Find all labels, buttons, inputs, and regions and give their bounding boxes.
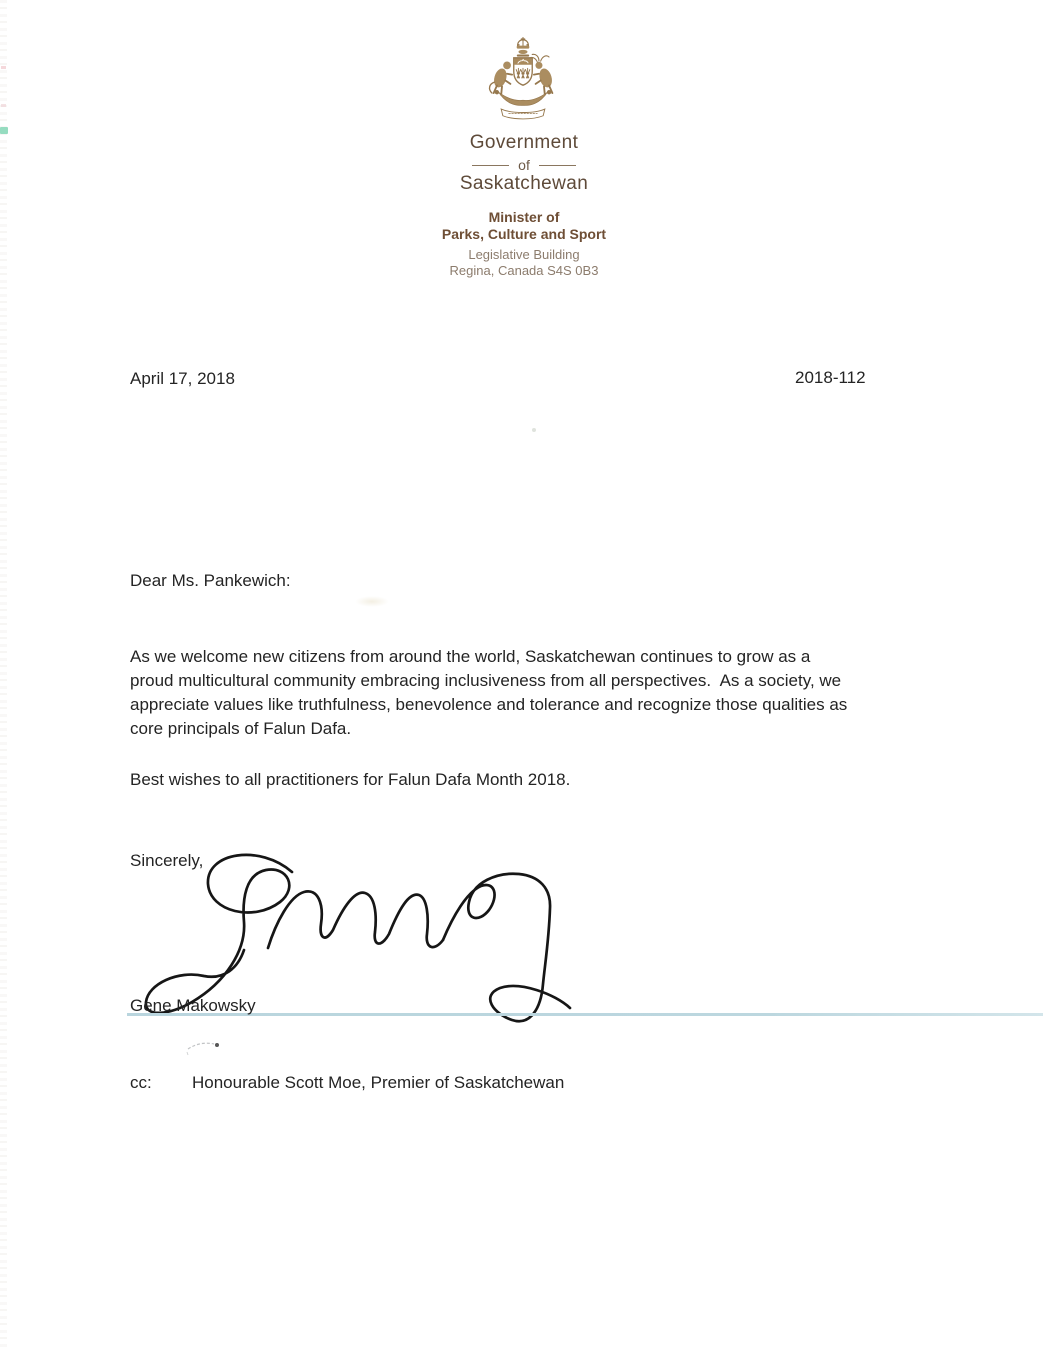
org-name-line2: Saskatchewan bbox=[459, 173, 589, 194]
scan-edge-artifact bbox=[0, 0, 7, 1350]
address-line2: Regina, Canada S4S 0B3 bbox=[449, 263, 599, 278]
cc-label: cc: bbox=[130, 1073, 152, 1092]
scan-edge-mark bbox=[0, 127, 8, 134]
address-line1: Legislative Building bbox=[468, 247, 580, 262]
scan-streak-line bbox=[127, 1013, 1043, 1016]
pencil-smudge bbox=[180, 1036, 232, 1056]
body-line: core principals of Falun Dafa. bbox=[130, 719, 352, 738]
scan-speck bbox=[1, 66, 6, 69]
org-name-line1: Government bbox=[469, 132, 579, 153]
salutation: Dear Ms. Pankewich: bbox=[130, 571, 291, 590]
paragraph-2: Best wishes to all practitioners for Falun Dafa Month 2018. bbox=[130, 770, 571, 789]
body-line: proud multicultural community embracing inclusiveness from all perspectives. As a society, we bbox=[130, 671, 842, 690]
office-title-line1: Minister of bbox=[488, 209, 560, 225]
reference-number: 2018-112 bbox=[795, 368, 866, 387]
signer-name: Gene Makowsky bbox=[130, 996, 256, 1015]
paper-speck bbox=[532, 428, 536, 432]
paragraph-1 bbox=[130, 645, 847, 741]
closing: Sincerely, bbox=[130, 851, 204, 870]
paper-smudge bbox=[355, 596, 389, 607]
office-title-line2: Parks, Culture and Sport bbox=[441, 226, 607, 242]
body-line: appreciate values like truthfulness, benevolence and tolerance and recognize those qualities as bbox=[130, 695, 848, 714]
org-name-divider-word: of bbox=[518, 157, 530, 173]
saskatchewan-coat-of-arms-icon bbox=[481, 36, 565, 130]
body-line: As we welcome new citizens from around the world, Saskatchewan continues to grow as a bbox=[130, 647, 811, 666]
scan-speck bbox=[1, 104, 6, 107]
org-name-divider bbox=[362, 157, 686, 173]
cc-value: Honourable Scott Moe, Premier of Saskatchewan bbox=[192, 1073, 565, 1092]
letter-date: April 17, 2018 bbox=[130, 369, 235, 388]
